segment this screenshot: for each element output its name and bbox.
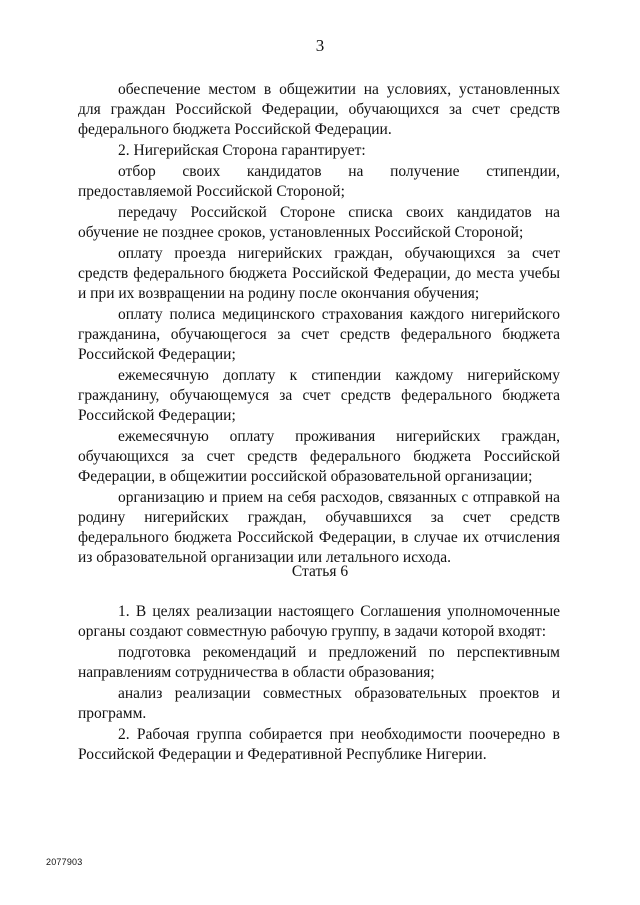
paragraph-stipend-supplement: ежемесячную доплату к стипендии каждому нигерийскому гражданину, обучающемуся за счет средств федерального бюджета Российской Федерации; [78,367,560,424]
paragraph-meeting-schedule: 2. Рабочая группа собирается при необходимости поочередно в Российской Федерации и Федеративной Республике Нигерии. [78,726,560,763]
paragraph-medical-insurance: оплату полиса медицинского страхования каждого нигерийского гражданина, обучающегося за счет средств федерального бюджета Российской Федерации; [78,306,560,363]
paragraph-candidate-list: передачу Российской Стороне списка своих кандидатов на обучение не позднее сроков, установленных Российской Стороной; [78,204,560,241]
paragraph-candidate-selection: отбор своих кандидатов на получение стипендии, предоставляемой Российской Стороной; [78,163,560,200]
paragraph-housing-payment: ежемесячную оплату проживания нигерийских граждан, обучающихся за счет средств федерального бюджета Российской Федерации, в общежитии российской образовательной организации; [78,428,560,485]
paragraph-travel-payment: оплату проезда нигерийских граждан, обучающихся за счет средств федерального бюджета Российской Федерации, до места учебы и при их возвращении на родину после окончания обучения; [78,245,560,302]
document-body-upper [78,80,560,569]
document-body-article-6 [78,602,560,766]
article-heading: Статья 6 [291,563,349,580]
paragraph-project-analysis: анализ реализации совместных образовательных проектов и программ. [78,685,560,722]
paragraph-dormitory-provision: обеспечение местом в общежитии на условиях, установленных для граждан Российской Федерации, обучающихся за счет средств федерального бюджета Российской Федерации. [78,81,560,138]
paragraph-repatriation-expenses: организацию и прием на себя расходов, связанных с отправкой на родину нигерийских граждан, обучавшихся за счет средств федерального бюджета Российской Федерации, в случае их отчисления из образовательной организации или летального исхода. [78,489,560,566]
page-number: 3 [315,36,325,55]
document-id: 2077903 [46,857,83,867]
paragraph-recommendations: подготовка рекомендаций и предложений по перспективным направлениям сотрудничества в области образования; [78,644,560,681]
paragraph-working-group: 1. В целях реализации настоящего Соглашения уполномоченные органы создают совместную рабочую группу, в задачи которой входят: [78,603,560,640]
paragraph-nigerian-side-guarantees: 2. Нигерийская Сторона гарантирует: [118,142,366,159]
